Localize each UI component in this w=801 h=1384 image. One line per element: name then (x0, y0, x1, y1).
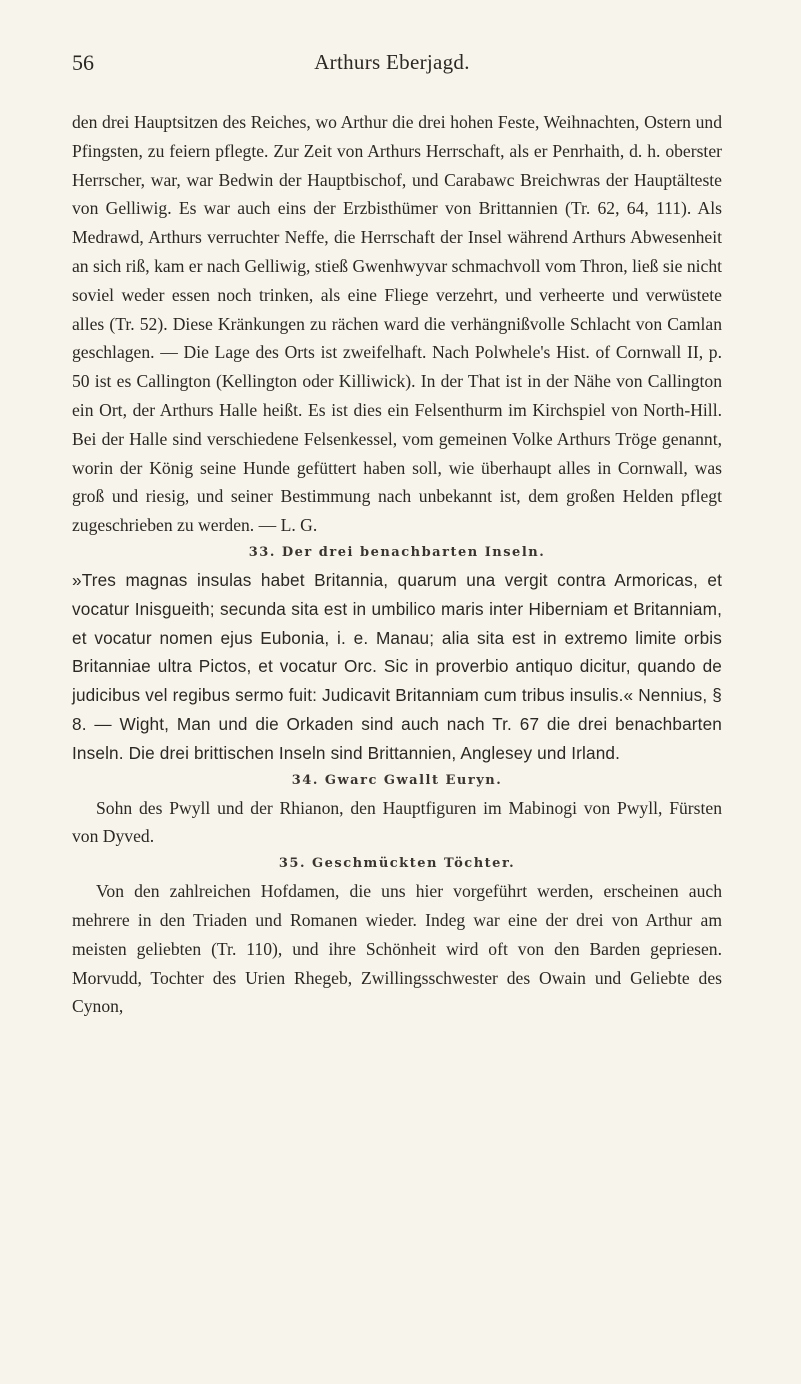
paragraph-court-ladies: Von den zahlreichen Hofdamen, die uns hier vorgeführt werden, erscheinen auch mehrere in den Triaden und Romanen wieder. Indeg war eine der drei von Arthur am meisten geliebten (Tr. 110), und ihre Schönheit wird oft von den Barden gepriesen. Morvudd, Tochter des Urien Rhegeb, Zwillingsschwester des Owain und Geliebte des Cynon, (72, 881, 722, 1017)
page-number: 56 (72, 50, 94, 75)
section-heading-33: 33. Der drei benachbarten Inseln. (248, 544, 546, 560)
running-title: Arthurs Eberjagd. (314, 50, 470, 74)
section-heading-34: 34. Gwarc Gwallt Euryn. (291, 772, 503, 788)
paragraph-three-islands: »Tres magnas insulas habet Britannia, quarum una vergit contra Armoricas, et vocatur Inisgueith; secunda sita est in umbilico maris inter Hiberniam et Britanniam, et vocatur nomen ejus Eubonia, i. e. Manau; alia sita est in extremo limite orbis Britanniae ultra Pictos, et vocatur Orc. Sic in proverbio antiquo dicitur, quando de judicibus vel regibus sermo fuit: Judicavit Britanniam cum tribus insulis.« Nennius, § 8. — Wight, Man und die Orkaden sind auch nach Tr. 67 die drei benachbarten Inseln. Die drei brittischen Inseln sind Brittannien, Anglesey und Irland. (72, 569, 722, 763)
page-header (72, 50, 712, 80)
paragraph-pwyll: Sohn des Pwyll und der Rhianon, den Hauptfiguren im Mabinogi von Pwyll, Fürsten von Dyved. (72, 797, 722, 847)
page-body (72, 108, 722, 1021)
paragraph-arthurs-halls: den drei Hauptsitzen des Reiches, wo Arthur die drei hohen Feste, Weihnachten, Ostern und Pfingsten, zu feiern pflegte. Zur Zeit von Arthurs Herrschaft, als er Penrhaith, d. h. oberster Herrscher, war, war Bedwin der Hauptbischof, und Carabawc Breichwras der Hauptälteste von Gelliwig. Es war auch eins der Erzbisthümer von Brittannien (Tr. 62, 64, 111). Als Medrawd, Arthurs verruchter Neffe, die Herrschaft der Insel während Arthurs Abwesenheit an sich riß, kam er nach Gelliwig, stieß Gwenhwyvar schmachvoll vom Thron, ließ sie nicht soviel weder essen noch trinken, als eine Fliege verzehrt, und verheerte und verwüstete alles (Tr. 52). Diese Kränkungen zu rächen ward die verhängnißvolle Schlacht von Camlan geschlagen. — Die Lage des Orts ist zweifelhaft. Nach Polwhele's Hist. of Cornwall II, p. 50 ist es Callington (Kellington oder Killiwick). In der That ist in der Nähe von Callington ein Ort, der Arthurs Halle heißt. Es ist dies ein Felsenthurm im Kirchspiel von North-Hill. Bei der Halle sind verschiedene Felsenkessel, vom gemeinen Volke Arthurs Tröge genannt, worin der König seine Hunde gefüttert haben soll, wie überhaupt alles in Cornwall, was groß und riesig, und seiner Bestimmung nach unbekannt ist, dem großen Helden pflegt zugeschrieben zu werden. — L. G. (72, 112, 722, 536)
section-heading-35: 35. Geschmückten Töchter. (278, 856, 516, 872)
